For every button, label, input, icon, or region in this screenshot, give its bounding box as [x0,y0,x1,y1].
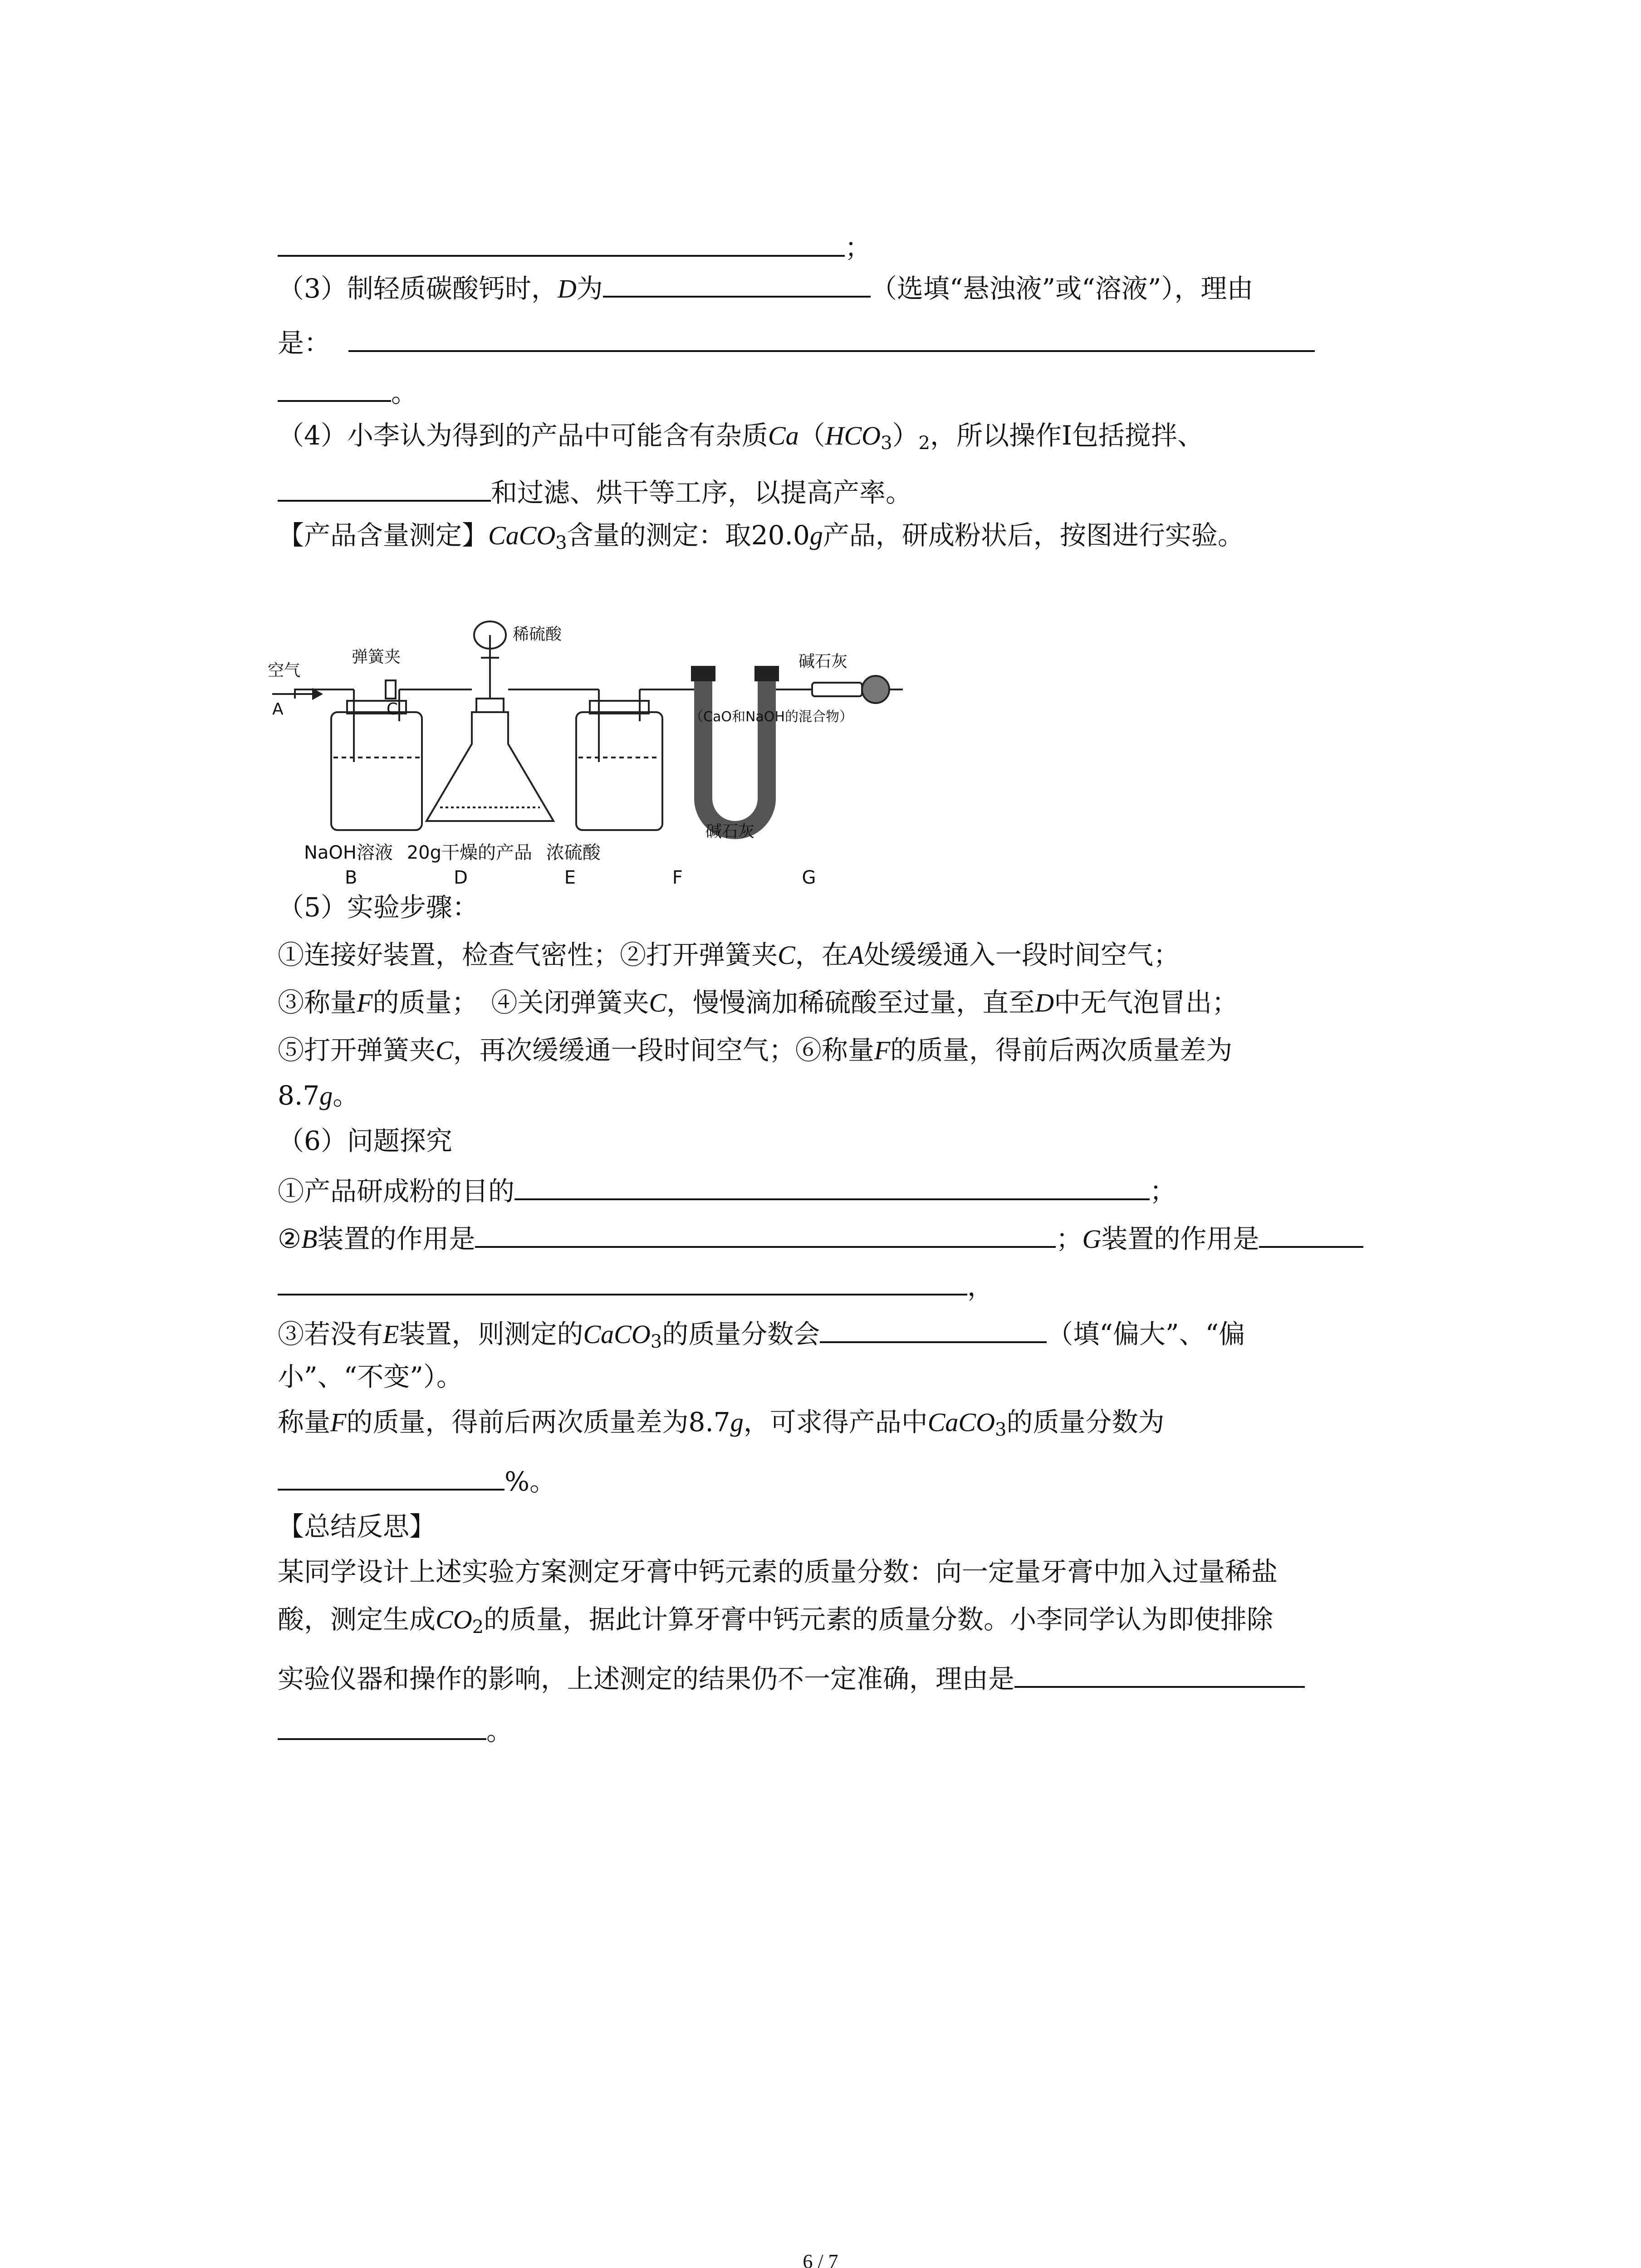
u-tube-f [703,676,767,830]
text: 装置，则测定的 [399,1319,583,1349]
text: ② [278,1223,301,1254]
label-mixture-note: （CaO和NaOH的混合物） [690,709,853,725]
spring-clip [386,680,396,699]
var: C [778,940,795,970]
answer-blank[interactable] [278,372,391,402]
var: A [847,940,864,970]
label-b: B [345,867,358,888]
subscript: 2 [472,1617,484,1637]
var: C [436,1036,453,1065]
q5-step-line-4 [278,1077,359,1114]
text: ，可求得产品中 [743,1407,928,1437]
q5-step-line-1 [278,937,1180,973]
text: （5）实验步骤： [278,892,479,923]
summary-line-1 [278,1554,1278,1590]
apparatus-diagram [268,608,912,844]
number: 8.7 [688,1407,730,1437]
text: （4）小李认为得到的产品中可能含有杂质 [278,420,768,451]
subscript: 3 [555,533,567,553]
figure-letter-row [345,866,816,889]
label-conc-acid: 浓硫酸 [546,842,601,863]
answer-blank[interactable] [278,1461,505,1491]
subscript: 2 [918,433,930,454]
var: F [330,1408,347,1437]
answer-blank[interactable] [348,322,1315,352]
answer-blank[interactable] [475,1218,1056,1248]
subscript: 3 [650,1331,662,1352]
answer-blank[interactable] [278,472,491,502]
unit: g [809,521,823,550]
bottle-e [576,712,662,830]
q4-line-1 [278,417,1204,454]
label-soda-lime-g: 碱石灰 [798,652,848,671]
text: ； [1056,1223,1083,1254]
text: 装置的作用是 [1101,1223,1259,1254]
q4-line-2 [278,472,912,511]
label-dilute-acid: 稀硫酸 [513,625,562,644]
answer-blank[interactable] [278,227,845,257]
q6-part-4 [278,1404,1164,1441]
formula: Ca [768,421,799,450]
var: C [649,988,667,1017]
label-g: G [802,867,816,888]
answer-blank[interactable] [278,1710,486,1740]
text: 产品，研成粉状后，按图进行实验。 [823,520,1244,551]
text: 。 [486,1716,513,1746]
q3-line-4 [278,372,417,411]
flask-d [426,712,554,821]
text: （填“偏大”、“偏 [1047,1319,1245,1349]
label-dry-product: 20g干燥的产品 [407,842,533,863]
text: 的质量，得前后两次质量差为 [890,1035,1233,1066]
summary-line-2 [278,1601,1273,1638]
number: 8.7 [278,1080,320,1111]
text: %。 [505,1466,556,1497]
q5-step-line-2 [278,984,1238,1021]
text: 【产品含量测定】 [278,520,489,551]
arrow-head-icon [313,689,321,699]
formula: HCO [825,421,881,450]
page-number: 6 / 7 [803,2250,838,2268]
q6-part-4-line-2 [278,1461,556,1500]
text: ③若没有 [278,1319,383,1349]
q5-step-line-3 [278,1032,1232,1069]
q3-line-2 [278,268,1253,307]
drying-tube-g [812,683,862,696]
text: ； [1150,1176,1176,1207]
q6-part-1 [278,1170,1176,1209]
text: ） [892,420,919,451]
measure-line [278,517,1244,554]
q5-title [278,889,479,925]
text: （3）制轻质碳酸钙时， [278,273,558,304]
answer-blank[interactable] [603,268,871,298]
text: 是： [278,327,331,358]
text: 【总结反思】 [278,1511,436,1542]
text: ⑤打开弹簧夹 [278,1035,436,1066]
var: F [874,1036,891,1065]
number: 20.0 [751,520,810,551]
text: 中无气泡冒出； [1054,987,1239,1018]
formula: CO [436,1605,472,1634]
var: E [383,1320,399,1349]
answer-blank[interactable] [514,1170,1150,1200]
text: 的质量分数会 [662,1319,820,1349]
var: D [557,274,577,303]
soda-lime-bulb [862,676,889,703]
text: 。 [391,377,418,408]
q6-part-3 [278,1313,1245,1353]
text: 含量的测定：取 [567,520,751,551]
q3-line-1 [278,227,871,266]
var: B [301,1224,318,1254]
text: 和过滤、烘干等工序，以提高产率。 [491,477,912,508]
label-spring-clip: 弹簧夹 [352,648,401,666]
text: （选填“悬浊液”或“溶液”），理由 [870,273,1254,304]
text: 的质量，得前后两次质量差为 [346,1407,689,1437]
text: ③称量 [278,987,357,1018]
answer-blank[interactable] [1014,1658,1305,1688]
answer-blank[interactable] [1259,1218,1363,1248]
text: ； [845,232,872,263]
subscript: 3 [881,433,892,454]
text: 装置的作用是 [317,1223,475,1254]
var: G [1082,1224,1102,1254]
q6-part-2-line-2 [278,1266,994,1305]
q3-line-3 [278,322,1315,361]
label-c: C [387,700,398,719]
text: ，慢慢滴加稀硫酸至过量，直至 [666,987,1035,1018]
label-naoh: NaOH溶液 [304,842,393,863]
text: ①产品研成粉的目的 [278,1176,515,1207]
text: ，再次缓缓通一段时间空气；⑥称量 [453,1035,874,1066]
var: F [357,988,373,1017]
text: 实验仪器和操作的影响，上述测定的结果仍不一定准确，理由是 [278,1663,1015,1694]
text: 处缓缓通入一段时间空气； [864,939,1180,970]
formula: CaCO [488,521,556,550]
label-d: D [454,867,468,888]
q6-part-2 [278,1218,1363,1257]
text: ①连接好装置，检查气密性；②打开弹簧夹 [278,939,778,970]
label-e: E [564,867,576,888]
label-a: A [272,700,284,719]
summary-title [278,1508,436,1545]
text: （6）问题探究 [278,1125,452,1156]
formula: CaCO [927,1408,995,1437]
answer-blank[interactable] [278,1266,967,1295]
text: 酸，测定生成 [278,1604,436,1635]
text: 某同学设计上述实验方案测定牙膏中钙元素的质量分数：向一定量牙膏中加入过量稀盐 [278,1556,1278,1587]
text: 为 [576,273,603,304]
summary-line-4 [278,1710,513,1749]
text: 称量 [278,1407,331,1437]
unit: g [319,1081,333,1110]
text: 的质量，据此计算牙膏中钙元素的质量分数。小李同学认为即使排除 [484,1604,1274,1635]
subscript: 3 [995,1419,1007,1440]
text: 的质量； ④关闭弹簧夹 [372,987,649,1018]
label-soda-lime-f: 碱石灰 [705,822,755,841]
q6-part-3-line-2 [278,1359,463,1395]
text: ，在 [795,939,848,970]
summary-line-3 [278,1658,1305,1697]
var: D [1035,988,1054,1017]
text: 小”、“不变”）。 [278,1361,463,1392]
text: 的质量分数为 [1006,1407,1165,1437]
label-air: 空气 [268,661,301,680]
text: ，所以操作Ⅰ包括搅拌、 [930,420,1204,451]
unit: g [730,1408,744,1437]
answer-blank[interactable] [820,1313,1047,1343]
q6-title [278,1123,452,1159]
figure-caption-row [304,841,601,864]
text: （ [798,420,825,451]
label-f: F [672,867,683,888]
text: 。 [333,1080,359,1111]
bottle-b [331,712,422,830]
text: ， [967,1271,994,1302]
formula: CaCO [583,1320,651,1349]
